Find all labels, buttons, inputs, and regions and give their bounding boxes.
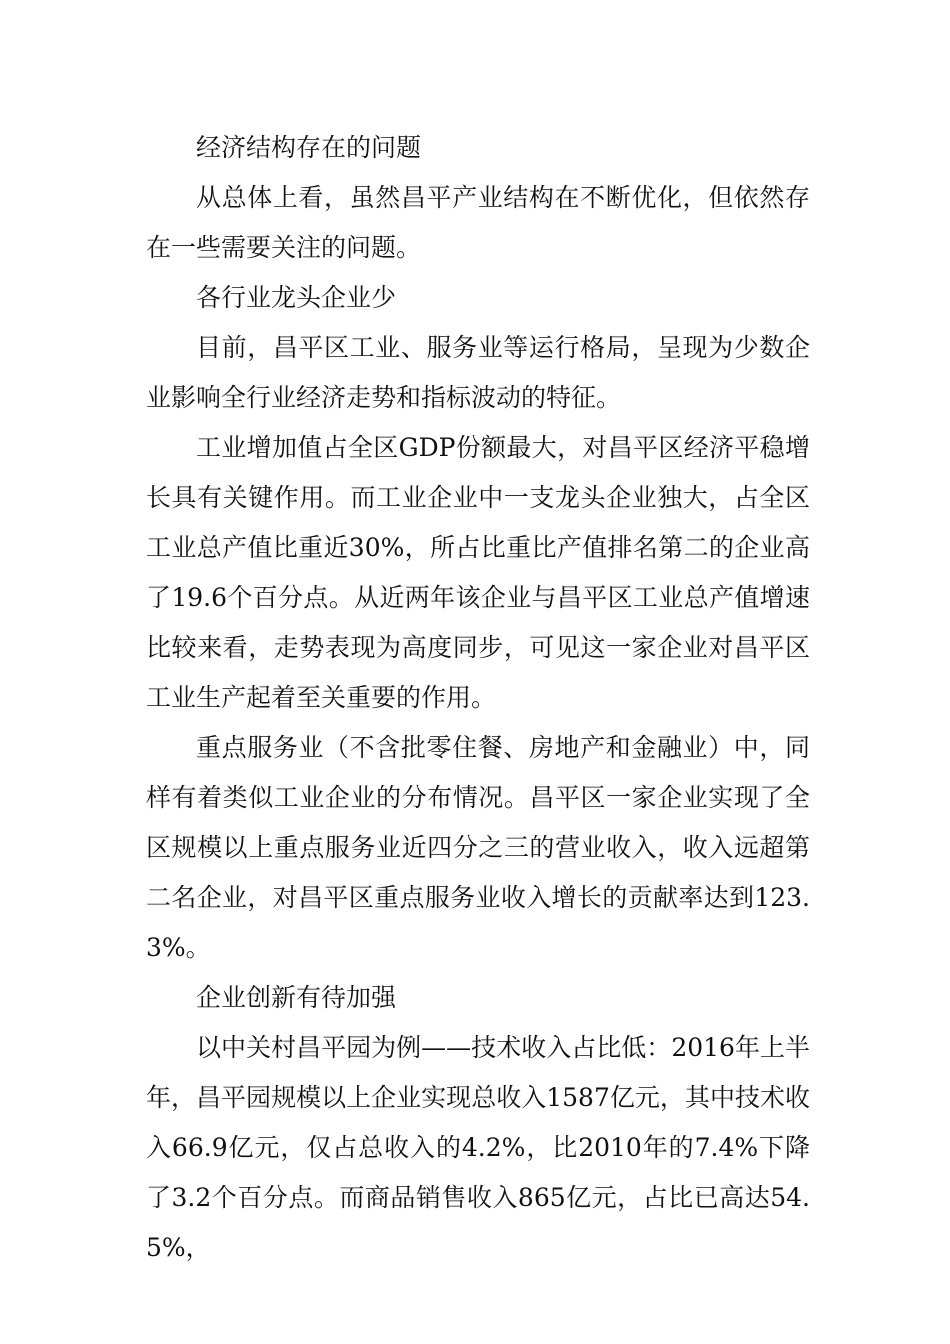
document-page (146, 123, 810, 1273)
paragraph-overview: 从总体上看，虽然昌平产业结构在不断优化，但依然存在一些需要关注的问题。 (146, 183, 810, 262)
paragraph-industry-pattern: 目前，昌平区工业、服务业等运行格局，呈现为少数企业影响全行业经济走势和指标波动的特征。 (146, 333, 810, 412)
paragraph-key-services: 重点服务业（不含批零住餐、房地产和金融业）中，同样有着类似工业企业的分布情况。昌平区一家企业实现了全区规模以上重点服务业近四分之三的营业收入，收入远超第二名企业，对昌平区重点服务业收入增长的贡献率达到123.3%。 (146, 733, 810, 962)
paragraph-industrial-value-added: 工业增加值占全区GDP份额最大，对昌平区经济平稳增长具有关键作用。而工业企业中一支龙头企业独大，占全区工业总产值比重近30%，所占比重比产值排名第二的企业高了19.6个百分点。从近两年该企业与昌平区工业总产值增速比较来看，走势表现为高度同步，可见这一家企业对昌平区工业生产起着至关重要的作用。 (146, 433, 810, 712)
section-heading-economic-structure-issues: 经济结构存在的问题 (196, 133, 422, 162)
section-heading-few-leading-enterprises: 各行业龙头企业少 (196, 283, 397, 312)
section-heading-innovation: 企业创新有待加强 (196, 983, 397, 1012)
paragraph-zhongguancun-changping: 以中关村昌平园为例——技术收入占比低：2016年上半年，昌平园规模以上企业实现总收入1587亿元，其中技术收入66.9亿元，仅占总收入的4.2%，比2010年的7.4%下降了3.2个百分点。而商品销售收入865亿元，占比已高达54.5%， (146, 1033, 810, 1262)
